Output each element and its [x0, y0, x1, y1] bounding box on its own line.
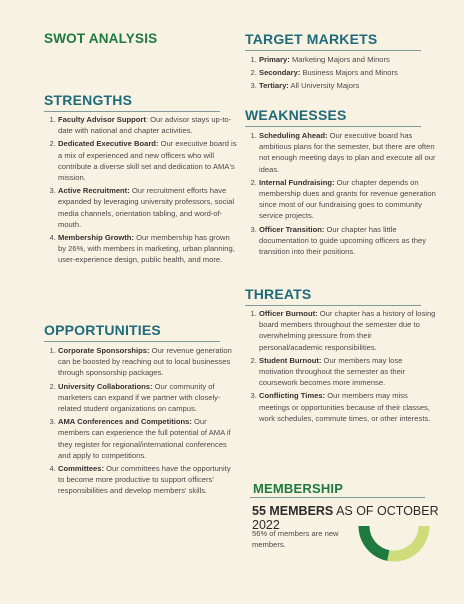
list-item-label: Secondary:: [259, 68, 301, 78]
list-item-text: Our chapter depends on membership dues and grants for revenue generation since most of our fundraising goes to community service projects.: [259, 177, 436, 221]
membership-heading: MEMBERSHIP: [253, 481, 344, 496]
list-item-label: Dedicated Executive Board:: [58, 139, 159, 149]
list-item-label: AMA Conferences and Competitions:: [58, 417, 192, 427]
list-item-label: Internal Fundraising:: [259, 177, 335, 187]
list-item-text: Our chapter has little documentation to guide upcoming officers as they transition into their positions.: [259, 224, 427, 257]
list-item: [58, 138, 238, 183]
list-item: [259, 130, 437, 175]
strengths-list: [44, 114, 238, 268]
list-item-label: Officer Transition:: [259, 224, 325, 234]
strengths-heading: STRENGTHS: [44, 92, 220, 112]
list-item: [58, 345, 238, 379]
list-item-label: Active Recruitment:: [58, 186, 130, 196]
list-item-text: All University Majors: [288, 81, 360, 91]
list-item: [58, 232, 238, 266]
list-item: [58, 416, 238, 461]
list-item: [259, 308, 437, 353]
list-item-text: Our membership has grown by 26%, with members in marketing, urban planning, user-experience design, public health, and more.: [58, 233, 235, 265]
threats-list: [245, 308, 437, 426]
list-item-text: Our committees have the opportunity to become more productive to support officers' responsibilities and develop members' skills.: [58, 464, 231, 496]
threats-heading: THREATS: [245, 286, 421, 306]
weaknesses-heading: WEAKNESSES: [245, 107, 421, 127]
list-item: [259, 54, 437, 65]
list-item-label: Corporate Sponsorships:: [58, 346, 150, 355]
list-item: [259, 67, 437, 78]
list-item-label: Committees:: [58, 464, 104, 474]
list-item-label: Faculty Advisor Support: [58, 115, 146, 124]
gauge-new-arc: [388, 526, 424, 556]
list-item: [58, 185, 238, 230]
list-item-text: Our members may miss meetings or opportunities because of their classes, work schedules, commute times, or other interests.: [259, 391, 431, 423]
list-item: [259, 355, 437, 389]
list-item-label: Primary:: [259, 55, 290, 64]
target-markets-heading: TARGET MARKETS: [245, 31, 421, 51]
list-item-text: Business Majors and Minors: [300, 68, 398, 78]
membership-gauge: [358, 524, 430, 564]
membership-note: 56% of members are new members.: [252, 529, 339, 549]
list-item-label: Officer Burnout:: [259, 309, 318, 318]
list-item: [58, 381, 238, 415]
list-item-text: Our revenue generation can be boosted by reaching out to local businesses through sponsorship packages.: [58, 346, 232, 378]
list-item-text: : Our advisor stays up-to-date with national and chapter activities.: [58, 115, 232, 136]
list-item-text: Our executive board is a mix of experienced and new officers who will contribute a diverse skill set and dedication to AMA's mission.: [58, 139, 237, 183]
membership-rule: [250, 497, 425, 498]
list-item: [58, 114, 238, 136]
weaknesses-list: [245, 130, 437, 259]
membership-count-date: AS OF OCTOBER 2022: [252, 504, 439, 532]
list-item-label: Membership Growth:: [58, 233, 134, 243]
list-item-label: Conflicting Times:: [259, 391, 326, 401]
membership-count-number: 55 MEMBERS: [252, 504, 334, 518]
list-item-text: Our executive board has ambitious plans for the semester, but there are often not enough meeting days to plan and execute all our ideas.: [259, 131, 436, 174]
list-item-text: Marketing Majors and Minors: [289, 55, 390, 64]
list-item: [259, 80, 437, 91]
list-item-label: Tertiary:: [259, 81, 289, 91]
list-item-label: Scheduling Ahead:: [259, 131, 328, 140]
list-item-text: Our recruitment efforts have expanded by leveraging university professors, social media channels, orientation tabling, and word-of-mouth.: [58, 186, 235, 229]
opportunities-heading: OPPORTUNITIES: [44, 322, 220, 342]
list-item-label: University Collaborations:: [58, 381, 153, 391]
list-item-text: Our chapter has a history of losing board members throughout the semester due to overwhelming pressure from their personal/academic responsibilities.: [259, 309, 436, 352]
list-item-text: Our community of marketers can expand if we partner with closely-related student organizations on campus.: [58, 381, 221, 414]
list-item: [259, 177, 437, 222]
swot-title: SWOT ANALYSIS: [44, 31, 158, 46]
list-item: [259, 390, 437, 424]
list-item: [58, 463, 238, 497]
list-item-text: Our members can experience the full potential of AMA if they register for regional/international conferences and apply to competitions.: [58, 417, 231, 460]
target-markets-list: [245, 54, 437, 94]
list-item-label: Student Burnout:: [259, 355, 322, 365]
opportunities-list: [44, 345, 238, 499]
list-item-text: Our members may lose motivation throughout the semester as their coursework becomes more immense.: [259, 355, 406, 388]
gauge-returning-arc: [364, 526, 388, 555]
list-item: [259, 224, 437, 258]
